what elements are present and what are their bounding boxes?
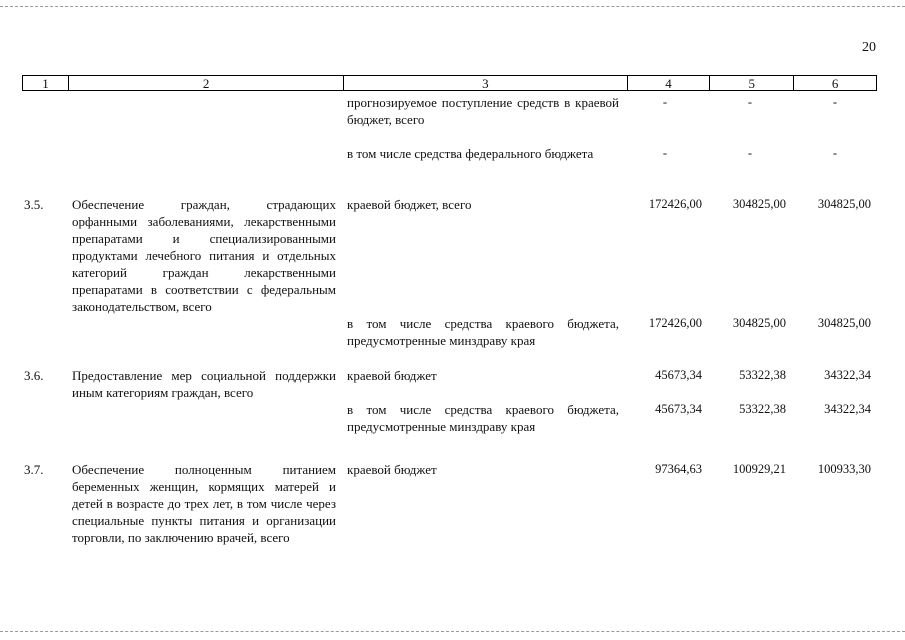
- value-col5: 53322,38: [739, 402, 786, 416]
- continuation-2-col5: -: [747, 146, 753, 160]
- continuation-1-col5: -: [747, 95, 753, 109]
- value-col6: 304825,00: [817, 316, 871, 330]
- value-col6: 304825,00: [817, 197, 871, 211]
- header-col-1: 1: [23, 76, 69, 90]
- funding-source: краевой бюджет: [347, 462, 437, 477]
- value-col4: 45673,34: [655, 402, 702, 416]
- row-number: 3.6.: [24, 368, 44, 383]
- scan-edge-bottom: [0, 631, 905, 632]
- value-col4: 172426,00: [648, 316, 702, 330]
- continuation-source-2: в том числе средства федерального бюджета: [347, 146, 594, 161]
- row-number: 3.5.: [24, 197, 44, 212]
- header-col-4: 4: [628, 76, 711, 90]
- funding-source: краевой бюджет, всего: [347, 197, 472, 212]
- continuation-1-col6: -: [832, 95, 838, 109]
- value-col6: 100933,30: [817, 462, 871, 476]
- funding-source: краевой бюджет: [347, 368, 437, 383]
- continuation-2-col6: -: [832, 146, 838, 160]
- row-number: 3.7.: [24, 462, 44, 477]
- funding-source: в том числе средства краевого бюджета, предусмотренные минздраву края: [347, 316, 619, 348]
- row-title: Обеспечение полноценным питанием беременных женщин, кормящих матерей и детей в возрасте до трех лет, в том числе через специальные пункты питания и организации торговли, по заключению врачей, всего: [72, 462, 336, 545]
- page-number: 20: [862, 40, 876, 55]
- funding-source: в том числе средства краевого бюджета, предусмотренные минздраву края: [347, 402, 619, 434]
- table-header: [22, 75, 877, 91]
- value-col5: 304825,00: [732, 316, 786, 330]
- header-col-6: 6: [831, 76, 839, 91]
- header-col-2: 2: [69, 76, 344, 90]
- value-col5: 304825,00: [732, 197, 786, 211]
- continuation-2-col4: -: [662, 146, 668, 160]
- continuation-1-col4: -: [662, 95, 668, 109]
- scan-edge-top: [0, 6, 905, 7]
- value-col4: 172426,00: [648, 197, 702, 211]
- value-col5: 53322,38: [739, 368, 786, 382]
- row-title: Предоставление мер социальной поддержки иным категориям граждан, всего: [72, 368, 336, 400]
- header-col-3: 3: [344, 76, 627, 90]
- continuation-source-1: прогнозируемое поступление средств в краевой бюджет, всего: [347, 95, 619, 127]
- value-col6: 34322,34: [824, 368, 871, 382]
- value-col6: 34322,34: [824, 402, 871, 416]
- value-col4: 97364,63: [655, 462, 702, 476]
- row-title: Обеспечение граждан, страдающих орфанными заболеваниями, лекарственными препаратами и специализированными продуктами лечебного питания и отдельных категорий граждан лекарственными препаратами в соответствии с федеральным законодательством, всего: [72, 197, 336, 314]
- header-col-5: 5: [710, 76, 794, 90]
- value-col4: 45673,34: [655, 368, 702, 382]
- value-col5: 100929,21: [732, 462, 786, 476]
